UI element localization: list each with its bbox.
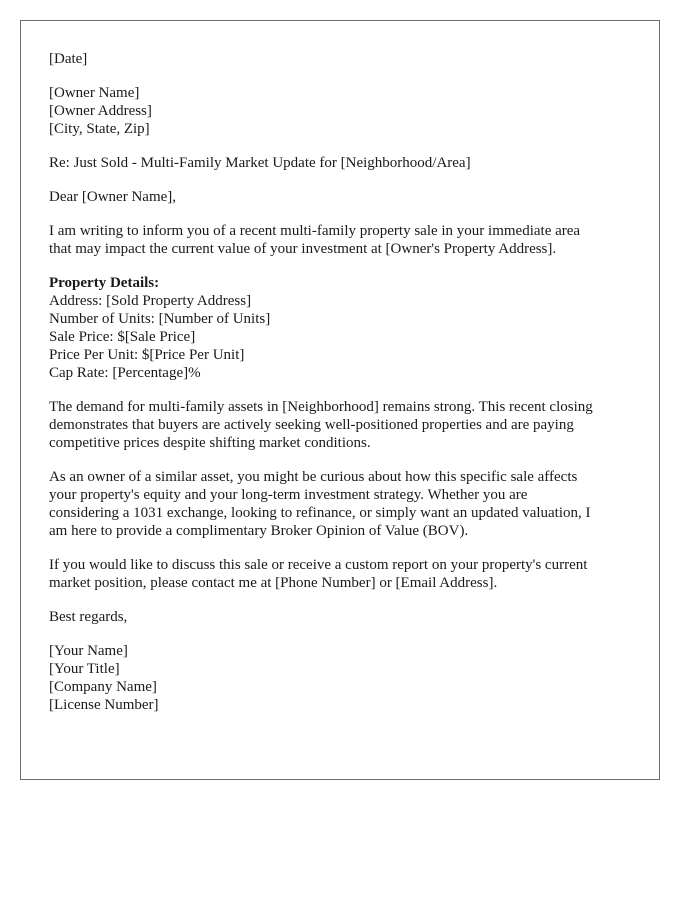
- paragraph-line: competitive prices despite shifting market conditions.: [49, 435, 371, 451]
- closing-text: Best regards,: [49, 609, 128, 625]
- paragraph-line: As an owner of a similar asset, you might be curious about how this specific sale affects: [49, 469, 578, 485]
- detail-units: Number of Units: [Number of Units]: [49, 311, 271, 327]
- closing: [49, 608, 639, 626]
- paragraph-line: that may impact the current value of your investment at [Owner's Property Address].: [49, 241, 557, 257]
- paragraph-line: considering a 1031 exchange, looking to refinance, or simply want an updated valuation, I: [49, 505, 591, 521]
- detail-address: Address: [Sold Property Address]: [49, 293, 252, 309]
- contact-paragraph: [49, 556, 639, 592]
- signature-block: [49, 642, 639, 714]
- detail-sale-price: Sale Price: $[Sale Price]: [49, 329, 196, 345]
- signature-company: [Company Name]: [49, 679, 157, 695]
- recipient-name: [Owner Name]: [49, 85, 140, 101]
- salutation: [49, 188, 639, 206]
- owner-strategy-paragraph: [49, 468, 639, 540]
- signature-title: [Your Title]: [49, 661, 120, 677]
- signature-name: [Your Name]: [49, 643, 128, 659]
- signature-license: [License Number]: [49, 697, 159, 713]
- salutation-text: Dear [Owner Name],: [49, 189, 177, 205]
- subject-line: [49, 154, 639, 172]
- paragraph-line: I am writing to inform you of a recent multi-family property sale in your immediate area: [49, 223, 581, 239]
- date-text: [Date]: [49, 51, 88, 67]
- paragraph-line: market position, please contact me at [Phone Number] or [Email Address].: [49, 575, 498, 591]
- market-demand-paragraph: [49, 398, 639, 452]
- subject-text: Re: Just Sold - Multi-Family Market Update for [Neighborhood/Area]: [49, 155, 471, 171]
- detail-price-per-unit: Price Per Unit: $[Price Per Unit]: [49, 347, 245, 363]
- property-details-block: [49, 274, 639, 382]
- recipient-address: [Owner Address]: [49, 103, 152, 119]
- intro-paragraph: [49, 222, 639, 258]
- letter-body: [49, 50, 639, 730]
- paragraph-line: am here to provide a complimentary Broker Opinion of Value (BOV).: [49, 523, 469, 539]
- paragraph-line: The demand for multi-family assets in [Neighborhood] remains strong. This recent closing: [49, 399, 593, 415]
- detail-cap-rate: Cap Rate: [Percentage]%: [49, 365, 201, 381]
- recipient-address-block: [49, 84, 639, 138]
- property-details-heading: Property Details:: [49, 275, 160, 291]
- paragraph-line: demonstrates that buyers are actively seeking well-positioned properties and are paying: [49, 417, 574, 433]
- paragraph-line: If you would like to discuss this sale or receive a custom report on your property's current: [49, 557, 588, 573]
- paragraph-line: your property's equity and your long-term investment strategy. Whether you are: [49, 487, 528, 503]
- letter-frame: [20, 20, 660, 780]
- date-line: [49, 50, 639, 68]
- recipient-city-state-zip: [City, State, Zip]: [49, 121, 150, 137]
